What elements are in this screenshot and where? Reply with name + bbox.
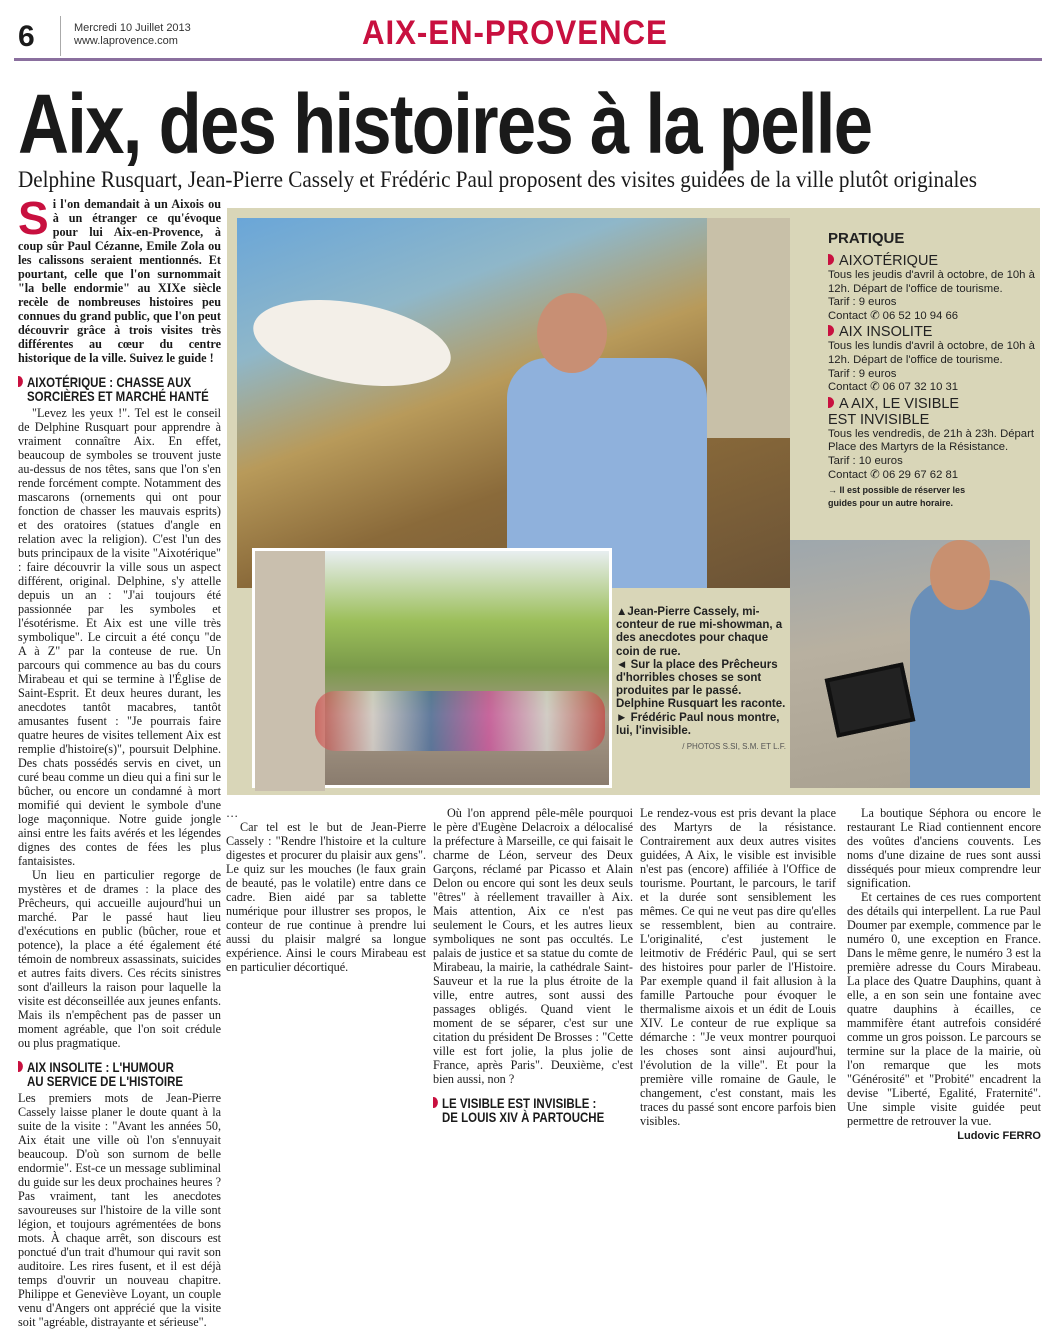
figure: [910, 580, 1030, 788]
date: Mercredi 10 Juillet 2013: [74, 22, 191, 34]
subhead-line: AIXOTÉRIQUE : CHASSE AUX: [27, 374, 192, 390]
subhead-aixoterique: [18, 374, 209, 404]
contact: Contact ✆ 06 07 32 10 31: [828, 381, 959, 394]
tarif: Tarif : 9 euros: [828, 367, 897, 380]
paragraph: Le rendez-vous est pris devant la place des Martyrs de la résistance. Contrairement aux deux autres visites guidées, A Aix, le visible est invisible n'est pas (encore) affiliée à l'Office de tourisme. Pourtant, le parcours, le tarif et la durée sont sensiblement les mêmes. Ce qui ne veut pas dire qu'elles se ressemblent, bien au contraire. L'originalité, c'est justement le leitmotiv de Frédéric Paul, qui se sert des histoires pour parler de l'Histoire. Par exemple quand il fait allusion à la famille Partouche pour évoquer le thermalisme aixois et un édit de Louis XIV. Le conteur de rue explique sa démarche : "Je veux montrer pourquoi les choses sont ainsi aujourd'hui, l'évolution de la ville". Et pour la première ville romaine de Gaule, le changement, c'est constant, mais les traces du passé sont encore parfois bien visibles.: [640, 806, 836, 1128]
subhead-line: DE LOUIS XIV À PARTOUCHE: [442, 1109, 605, 1125]
statue: [707, 218, 790, 438]
pratique-box: [828, 230, 1038, 510]
photo-caption: [616, 606, 786, 751]
page-number: 6: [18, 20, 35, 53]
caption-line: ◄ Sur la place des Prêcheurs d'horribles choses se sont produites par le passé. Delphine Rusquart les raconte.: [616, 658, 786, 711]
drop-cap: S: [18, 192, 49, 244]
paragraph: Car tel est le but de Jean-Pierre Cassely : "Rendre l'histoire et la culture digestes et procurer du plaisir aux gens". Le quiz sur les mouches (le faux grain de beauté, pas le volatile) entre dans ce cadre. Bien aidé par sa tablette numérique pour illustrer ses propos, le conteur de rue continue à prendre lui aussi du plaisir malgré sa longue expérience. Ainsi le cours Mirabeau est en particulier décortiqué.: [226, 820, 426, 974]
tarif: Tarif : 10 euros: [828, 454, 903, 467]
name-text: AIXOTÉRIQUE: [839, 253, 939, 269]
column-4: [640, 806, 836, 1128]
dateline: [74, 22, 191, 48]
subhead-line: AIX INSOLITE : L'HUMOUR: [27, 1059, 174, 1075]
schedule: Tous les vendredis, de 21h à 23h. Départ Place des Martyrs de la Résistance.: [828, 427, 1034, 454]
contact: Contact ✆ 06 29 67 62 81: [828, 468, 959, 481]
paragraph: …: [226, 806, 239, 820]
marker-icon: [18, 1061, 23, 1072]
marker-icon: [828, 397, 834, 408]
header-rule: [14, 58, 1042, 61]
subhead-aix-insolite: [18, 1060, 184, 1088]
column-5: [847, 806, 1041, 1142]
marker-icon: [828, 254, 834, 265]
pratique-note: → Il est possible de réserver les guides pour un autre horaire.: [828, 485, 966, 509]
headline: Aix, des histoires à la pelle: [18, 77, 872, 171]
hat: [247, 286, 458, 400]
photo-credit: / PHOTOS S.SI, S.M. ET L.F.: [682, 742, 786, 752]
subhead-line: AU SERVICE DE L'HISTOIRE: [27, 1073, 184, 1089]
photo-delphine-rusquart: [252, 548, 612, 788]
paragraph: Et certaines de ces rues comportent des détails qui interpellent. La rue Paul Doumer par exemple, commence par le numéro 0, une exception en France. Dans le même genre, le numéro 3 est la première adresse du Cours Mirabeau. La place des Quatre Dauphins, quant à elle, a en son sein une fontaine avec quatre dauphins à écailles, ce mammifère étant autrefois considéré comme un gros poisson. Le parcours se termine sur la place de la mairie, où l'on remarque que les mots "Générosité" et "Probité" encadrent la devise "Liberté, Egalité, Fraternité". Une simple visite guidée peut permettre de retrouver la vue.: [847, 890, 1041, 1128]
paragraph: La boutique Séphora ou encore le restaurant Le Riad contiennent encore des voûtes d'anciens couvents. Les noms d'une dizaine de rues sont aussi disséqués pour mieux comprendre leur signification.: [847, 806, 1041, 890]
website: www.laprovence.com: [74, 35, 178, 47]
marker-icon: [433, 1097, 438, 1108]
photo-jean-pierre-cassely: [237, 218, 790, 588]
tarif: Tarif : 9 euros: [828, 296, 897, 309]
subhead-line: SORCIÈRES ET MARCHÉ HANTÉ: [27, 388, 209, 404]
paragraph: Les premiers mots de Jean-Pierre Cassely laisse planer le doute quant à la suite de la visite : "Avant les années 50, Aix était une ville où l'on s'ennuyait beaucoup. D'où son surnom de belle endormie". Est-ce un message subliminal du guide sur les deux prochaines heures ? Pas vraiment, tant les anecdotes savoureuses sur l'histoire de la ville sont légion, et toujours agrémentées de bons mots. À chaque arrêt, son discours est ponctué d'un trait d'humour qui ravit son auditoire. Les rires fusent, et il est déjà temps d'ouvrir un nouveau chapitre. Philippe et Geneviève Loyant, un couple venu d'Angers ont apprécié que la visite soit "agréable, distrayante et sérieuse".: [18, 1091, 221, 1329]
paragraph: Où l'on apprend pêle-mêle pourquoi le père d'Eugène Delacroix a délocalisé la préfecture à Marseille, ce qui faisait le charme de Léon, serveur des Deux Garçons, réclamé par Picasso et Alain Delon ou encore qui sont les deux seuls "êtres" à réellement travailler à Aix. Mais attention, Aix ce n'est pas seulement le Cours, et les autres lieux symboliques ne sont pas occultés. Le palais de justice et sa statue du comte de Mirabeau, la mairie, la cathédrale Saint-Sauveur et la rue la plus étroite de la ville, entre autres, sont aussi des passages obligés. Quand vient le moment de se séparer, c'est sur une citation du président De Brosses : "Cette ville est fort jolie, la plus jolie de France, après Paris". Deuxième, c'est bien aussi, non ?: [433, 806, 633, 1086]
name-text: A AIX, LE VISIBLE EST INVISIBLE: [828, 395, 960, 428]
paragraph: Un lieu en particulier regorge de mystères et de drames : la place des Prêcheurs, qui accueille aujourd'hui un marché. Par le passé haut lieu d'exécutions en public (bûcher, roue et potence), la place a été également été témoin de nombreux assassinats, suicides et autres faits divers. Ces récits sinistres sont d'ailleurs la raison pour laquelle la visite est déconseillée aux jeunes enfants. Mais ils n'empêchent pas de passer un moment agréable, que l'on soit crédule ou plus pragmatique.: [18, 868, 221, 1050]
pratique-item-name: [828, 396, 978, 428]
caption-line: ► Frédéric Paul nous montre, lui, l'invisible.: [616, 711, 780, 737]
contact: Contact ✆ 06 52 10 94 66: [828, 309, 959, 322]
subhead-visible-invisible: [433, 1095, 605, 1125]
schedule: Tous les lundis d'avril à octobre, de 10h à 12h. Départ de l'office de tourisme.: [828, 340, 1035, 366]
subhead-line: LE VISIBLE EST INVISIBLE :: [442, 1095, 597, 1111]
tablet: [825, 662, 916, 737]
column-1: [18, 192, 221, 1329]
intro: [18, 192, 221, 365]
marker-icon: [828, 325, 834, 336]
marker-icon: [18, 376, 23, 387]
author-byline: Ludovic FERRO: [957, 1130, 1041, 1142]
name-text: AIX INSOLITE: [839, 324, 933, 341]
column-2: [226, 806, 426, 974]
subtitle: Delphine Rusquart, Jean-Pierre Cassely et Frédéric Paul proposent des visites guidées de la ville plutôt originales: [18, 167, 978, 192]
pratique-item-name: [828, 324, 1038, 340]
section-title: AIX-EN-PROVENCE: [362, 14, 668, 52]
caption-line: ▲Jean-Pierre Cassely, mi-conteur de rue mi-showman, a des anecdotes pour chaque coin de rue.: [616, 606, 783, 658]
crowd: [315, 691, 605, 751]
pratique-title: PRATIQUE: [828, 230, 905, 247]
divider: [60, 16, 61, 56]
pratique-item: [828, 253, 1038, 323]
figure: [537, 293, 607, 373]
column-3: [433, 806, 633, 1127]
schedule: Tous les jeudis d'avril à octobre, de 10h à 12h. Départ de l'office de tourisme.: [828, 269, 1035, 295]
pratique-item: [828, 324, 1038, 394]
figure: [930, 540, 990, 610]
pratique-item-name: [828, 253, 1038, 269]
intro-text: i l'on demandait à un Aixois ou à un étranger ce qu'évoque pour lui Aix-en-Provence, à coup sûr Paul Cézanne, Emile Zola ou les calissons seraient mentionnés. Et pourtant, celle que l'on surnommait "la belle endormie" au XIXe siècle recèle de nombreuses histoires peu connues du grand public, que l'on peut découvrir grâce à trois visites très différentes au cœur du centre historique de la ville. Suivez le guide !: [18, 197, 221, 365]
column: [255, 551, 325, 791]
pratique-item: [828, 396, 1038, 482]
paragraph: "Levez les yeux !". Tel est le conseil de Delphine Rusquart pour apprendre à vraiment connaître Aix. En effet, beaucoup de symboles se trouvent juste au-dessus de nos têtes, sans que l'on s'en rende forcément compte. Notamment des mascarons (ornements qui ont pour fonction de chasser les mauvais esprits) et des oratoires (statues d'angle en relation avec la religion). C'est l'un des buts principaux de la visite "Aixotérique" : faire découvrir la ville sous un aspect différent, original. Delphine, s'y attelle depuis un an : "J'ai toujours été passionnée par les symboles et l'ésotérisme. Et Aix est une ville très symbolique". Le circuit a été conçu "de A à Z" par la conteuse de rue. Un parcours qui commence au bas du cours Mirabeau et qui se termine à l'Église de Saint-Esprit. Et deux heures durant, les anecdotes tantôt macabres, tantôt amusantes fusent : "Je pourrais faire quatre heures de visites tellement Aix est remplie d'histoire(s)", poursuit Delphine. Des chats possédés servis en civet, un curé beau comme un dieu qui a fini sur le bûcher, ou encore un condamné à mort momifié qui devient le symbole d'une loge maçonnique. Notre guide jongle ainsi entre les faits avérés et les légendes dignes des contes de fées les plus fantaisistes.: [18, 406, 221, 868]
photo-frederic-paul: [790, 540, 1030, 788]
